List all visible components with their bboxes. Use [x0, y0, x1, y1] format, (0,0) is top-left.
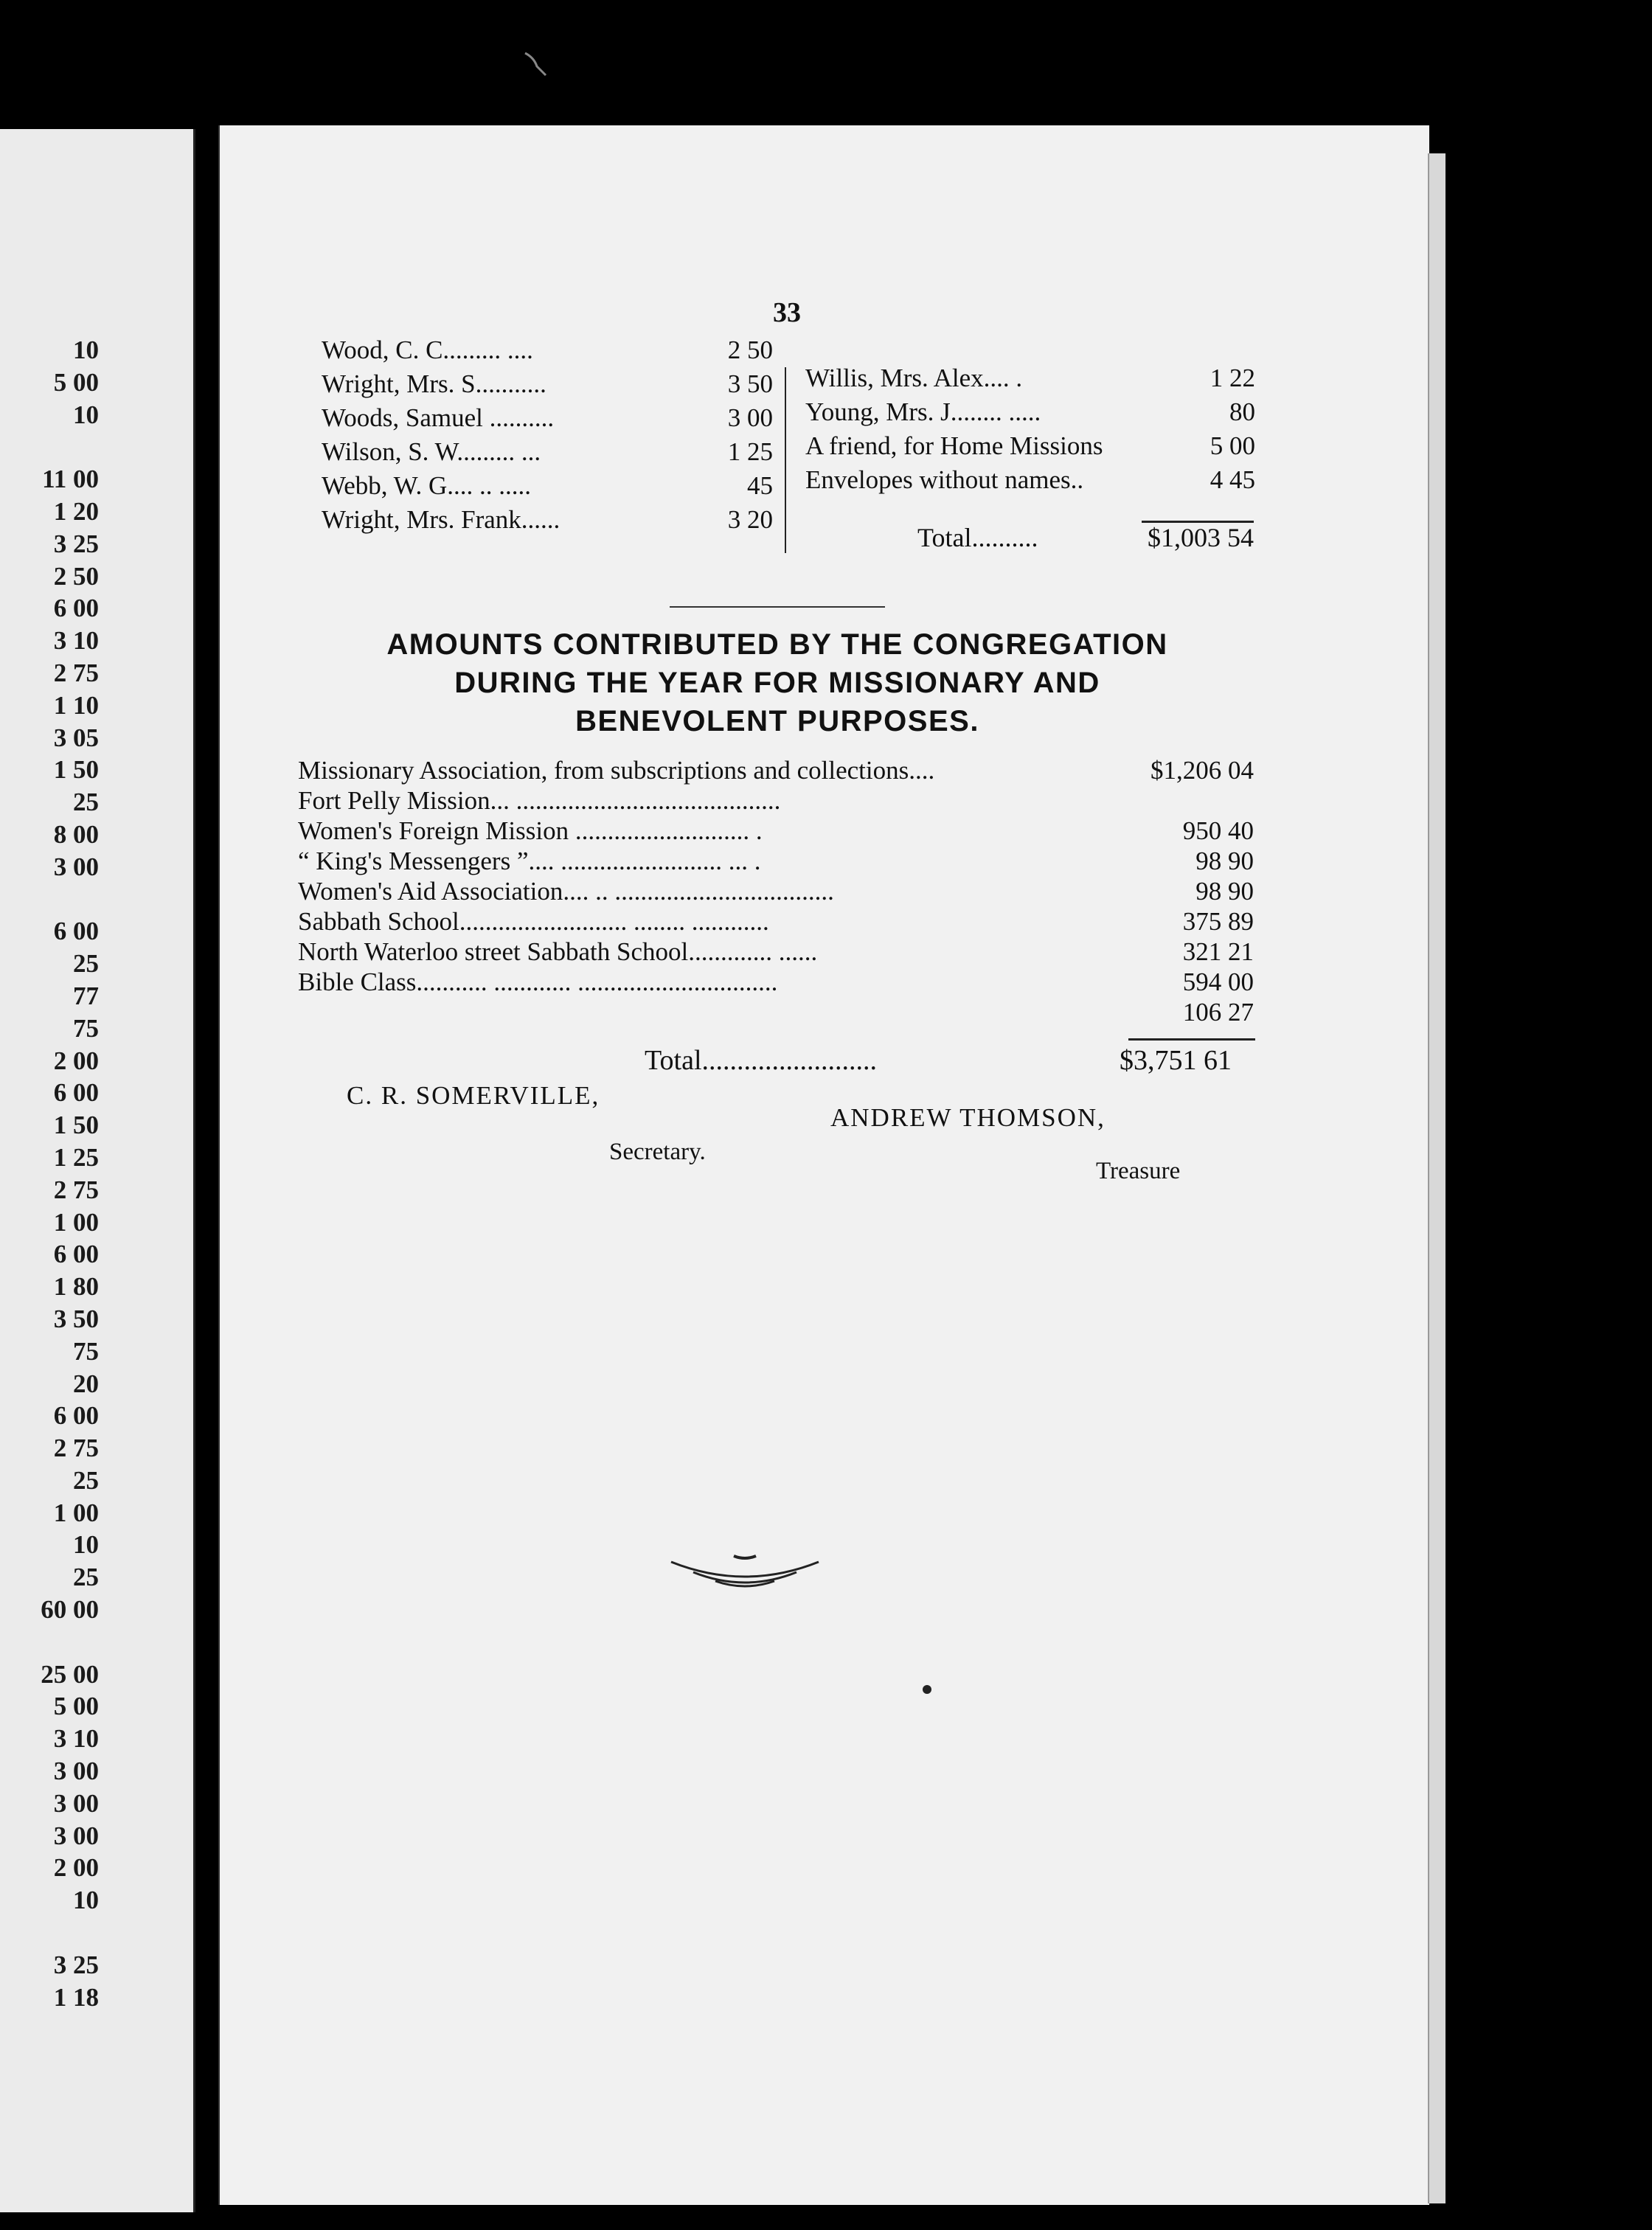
previous-page-amount: 1 18 [53, 1982, 99, 2012]
previous-page [0, 129, 195, 2212]
donor-row [805, 361, 1255, 395]
contribution-label: Bible Class........... ............ ............................... [298, 968, 778, 996]
contribution-amount: 106 27 [1182, 998, 1254, 1027]
donor-row [322, 469, 773, 503]
donor-label: Woods, Samuel .......... [322, 403, 555, 432]
donor-amount: 3 50 [727, 369, 773, 398]
previous-page-amount: 25 [73, 1465, 99, 1495]
previous-page-amount: 10 [73, 1886, 99, 1915]
donor-amount: 2 50 [727, 336, 773, 364]
donor-amount: 4 45 [1210, 465, 1255, 494]
previous-page-amount [3, 883, 99, 916]
previous-page-amount-column [3, 334, 99, 2013]
donor-row [805, 429, 1255, 463]
contributions-total-rule [1128, 1038, 1255, 1041]
donor-amount: 80 [1229, 397, 1255, 426]
donor-row [322, 435, 773, 469]
previous-page-amount: 77 [73, 981, 99, 1010]
previous-page-amount [3, 1626, 99, 1658]
previous-page-amount: 10 [73, 336, 99, 364]
heading-line-3: BENEVOLENT PURPOSES. [575, 705, 979, 737]
previous-page-amount: 2 00 [53, 1046, 99, 1075]
donor-row [805, 463, 1255, 497]
donor-row [322, 401, 773, 435]
previous-page-amount: 1 80 [53, 1272, 99, 1302]
previous-page-amount: 25 00 [41, 1659, 99, 1689]
section-divider-rule [670, 606, 885, 608]
contributions-total-label: Total......................... [645, 1045, 878, 1076]
previous-page-amount: 2 75 [53, 1434, 99, 1463]
donor-row [322, 503, 773, 537]
donor-total-row [917, 522, 1254, 553]
donor-list-left [322, 333, 773, 537]
donor-amount: 1 22 [1210, 364, 1255, 392]
previous-page-amount: 6 00 [53, 594, 99, 623]
donor-list-right [805, 361, 1255, 497]
previous-page-amount [3, 1917, 99, 1949]
contribution-amount: 375 89 [1182, 907, 1254, 936]
donor-label: Willis, Mrs. Alex.... . [805, 364, 1023, 392]
donor-amount: 3 00 [727, 403, 773, 432]
contribution-label: “ King's Messengers ”.... ......................... ... . [298, 847, 761, 875]
previous-page-amount: 3 00 [53, 1821, 99, 1850]
scan-artifact-mark [516, 44, 553, 88]
donor-label: Wilson, S. W......... ... [322, 437, 541, 466]
contribution-label: North Waterloo street Sabbath School............. ...... [298, 937, 818, 966]
previous-page-amount: 10 [73, 400, 99, 429]
column-divider [785, 367, 786, 553]
previous-page-amount: 3 00 [53, 1788, 99, 1818]
previous-page-amount: 1 00 [53, 1207, 99, 1237]
donor-row [322, 367, 773, 401]
donor-label: Wood, C. C......... .... [322, 336, 533, 364]
previous-page-amount: 1 50 [53, 755, 99, 785]
contribution-label: Women's Foreign Mission ........................... . [298, 816, 763, 845]
previous-page-amount: 3 50 [53, 1304, 99, 1333]
donor-row [322, 333, 773, 367]
treasurer-role: Treasure [1096, 1158, 1181, 1184]
previous-page-amount: 3 10 [53, 626, 99, 656]
previous-page-amount: 1 10 [53, 690, 99, 720]
contribution-row [298, 755, 1254, 785]
contribution-row [298, 816, 1254, 846]
section-heading [302, 625, 1252, 740]
contribution-label: Fort Pelly Mission... ......................................... [298, 786, 781, 815]
contribution-row [298, 846, 1254, 876]
donor-label: Wright, Mrs. Frank...... [322, 505, 560, 534]
donor-amount: 1 25 [727, 437, 773, 466]
previous-page-amount: 75 [73, 1013, 99, 1043]
page-number: 33 [773, 297, 801, 328]
previous-page-amount: 11 00 [42, 465, 99, 494]
previous-page-amount: 6 00 [53, 1401, 99, 1431]
page-edge [1428, 153, 1446, 2203]
secretary-name: C. R. SOMERVILLE, [347, 1081, 600, 1110]
previous-page-amount: 25 [73, 949, 99, 979]
donor-label: Young, Mrs. J........ ..... [805, 397, 1041, 426]
previous-page-amount: 10 [73, 1530, 99, 1560]
previous-page-amount: 75 [73, 1336, 99, 1366]
contribution-row [298, 997, 1254, 1027]
previous-page-amount: 20 [73, 1369, 99, 1398]
heading-line-2: DURING THE YEAR FOR MISSIONARY AND [454, 667, 1100, 699]
contributions-total-amount: $3,751 61 [1120, 1045, 1232, 1076]
contribution-amount: 594 00 [1182, 968, 1254, 996]
donor-label: A friend, for Home Missions [805, 431, 1103, 460]
previous-page-amount: 2 50 [53, 561, 99, 591]
previous-page-amount: 2 00 [53, 1853, 99, 1883]
donor-label: Wright, Mrs. S........... [322, 369, 546, 398]
contribution-label: Women's Aid Association.... .. .................................. [298, 877, 834, 906]
contributions-table [298, 755, 1254, 1027]
contribution-row [298, 876, 1254, 906]
contribution-row [298, 937, 1254, 967]
contribution-row [298, 785, 1254, 816]
previous-page-amount: 1 25 [53, 1142, 99, 1172]
donor-total-label: Total.......... [917, 523, 1038, 552]
contribution-amount: 98 90 [1195, 877, 1254, 906]
previous-page-amount: 25 [73, 788, 99, 817]
contribution-amount: 321 21 [1182, 937, 1254, 966]
heading-line-1: AMOUNTS CONTRIBUTED BY THE CONGREGATION [386, 628, 1168, 661]
previous-page-amount: 3 10 [53, 1724, 99, 1754]
secretary-role: Secretary. [609, 1139, 706, 1165]
contribution-label: Sabbath School.......................... ........ ............ [298, 907, 769, 936]
contribution-label: Missionary Association, from subscriptions and collections.... [298, 756, 935, 785]
contribution-row [298, 967, 1254, 997]
previous-page-amount: 2 75 [53, 658, 99, 687]
contribution-row [298, 906, 1254, 937]
previous-page-amount: 3 05 [53, 723, 99, 752]
previous-page-amount: 1 20 [53, 496, 99, 526]
previous-page-amount: 3 25 [53, 1950, 99, 1979]
previous-page-amount: 5 00 [53, 367, 99, 397]
contribution-amount: 98 90 [1195, 847, 1254, 875]
contribution-amount: 950 40 [1182, 816, 1254, 845]
previous-page-amount: 6 00 [53, 917, 99, 946]
donor-row [805, 395, 1255, 429]
ornament-flourish [664, 1547, 826, 1606]
donor-total-amount: $1,003 54 [1148, 523, 1254, 552]
previous-page-amount: 3 00 [53, 852, 99, 881]
previous-page-amount: 2 75 [53, 1175, 99, 1204]
previous-page-amount: 6 00 [53, 1078, 99, 1108]
donor-amount: 3 20 [727, 505, 773, 534]
previous-page-amount: 3 25 [53, 529, 99, 558]
donor-label: Webb, W. G.... .. ..... [322, 471, 531, 500]
previous-page-amount: 8 00 [53, 819, 99, 849]
previous-page-amount: 60 00 [41, 1595, 99, 1625]
contribution-amount: $1,206 04 [1150, 756, 1254, 785]
donor-amount: 5 00 [1210, 431, 1255, 460]
contributions-total-row [645, 1044, 1232, 1077]
previous-page-amount: 1 00 [53, 1498, 99, 1527]
donor-amount: 45 [747, 471, 773, 500]
ink-dot [923, 1685, 931, 1694]
previous-page-amount: 25 [73, 1563, 99, 1592]
previous-page-amount: 3 00 [53, 1757, 99, 1786]
previous-page-amount [3, 431, 99, 463]
previous-page-amount: 6 00 [53, 1240, 99, 1269]
previous-page-amount: 1 50 [53, 1111, 99, 1140]
previous-page-amount: 5 00 [53, 1692, 99, 1721]
donor-label: Envelopes without names.. [805, 465, 1084, 494]
treasurer-name: ANDREW THOMSON, [830, 1103, 1106, 1132]
